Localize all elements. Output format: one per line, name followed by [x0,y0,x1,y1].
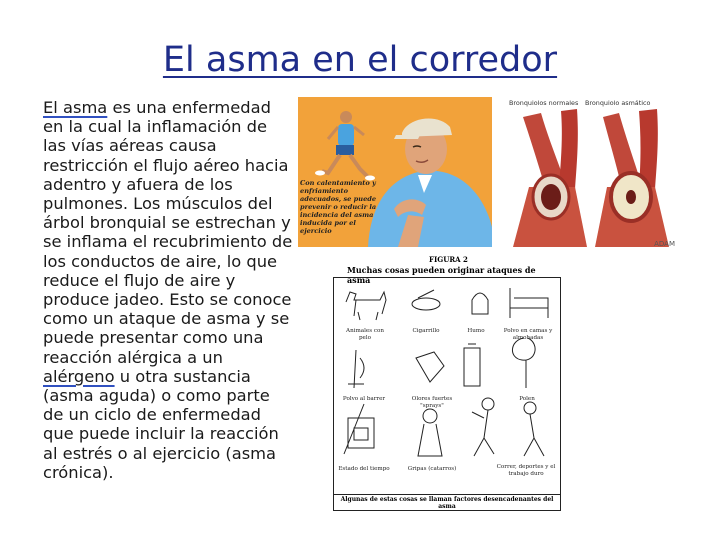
figure-heading: Muchas cosas pueden originar ataques de asma [347,265,536,285]
body-paragraph [43,98,295,482]
triggers-illustration [334,278,560,494]
runner-caption: Con calentamiento y enfriamiento adecuados, se puede prevenir o reducir la incidencia del asma inducida por el ejercicio [300,179,377,235]
bronchi-illustration [503,97,677,249]
figure-label: FIGURA 2 [429,255,468,264]
figure-footer: Algunas de estas cosas se llaman factores desencadenantes del asma [334,494,560,510]
normal-bronchi [513,109,587,247]
label-normal-bronchioles: Bronquiolos normales [509,99,579,107]
runner-image [298,97,492,247]
big-man [368,118,492,247]
caption-sweeping: Polvo al barrer [342,396,386,402]
figure-2 [333,255,561,511]
label-asthmatic-bronchiole: Bronquiolo asmático [585,99,651,107]
caption-smoke: Humo [467,328,485,334]
caption-animals: Animales con pelo [346,328,384,341]
paragraph-text-2: u otra sustancia (asma aguda) o como parte de un ciclo de enfermedad que puede incluir la reacción al estrés o al ejercicio (asma crónica). [43,366,279,482]
asthma-link[interactable]: El asma [43,98,108,117]
caption-pollen: Polen [519,396,535,402]
asthmatic-bronchi [595,109,669,247]
adam-credit: ADAM [654,240,675,248]
caption-bed-dust: Polvo en camas y almohadas [503,328,553,341]
caption-exercise: Correr, deportes y el trabajo duro [496,464,556,477]
slide-title: El asma en el corredor [162,40,558,80]
caption-cigarette: Cigarrillo [412,328,440,334]
caption-flu: Gripas (catarros) [407,466,457,472]
caption-sprays: Olores fuertes "sprays" [411,396,453,409]
figure-frame [333,277,561,511]
small-runner [315,111,375,181]
caption-weather: Estado del tiempo [338,466,390,472]
bronchi-image [503,97,677,249]
paragraph-text-1: es una enfermedad en la cual la inflamación de las vías aéreas causa restricción el flujo aéreo hacia adentro y afuera de los pulmones. Los músculos del árbol bronquial se estrechan y se inflama el recubrimiento de los conductos de aire, lo que reduce el flujo de aire y produce jadeo. Esto se conoce como un ataque de asma y se puede presentar como una reacción alérgica a un [43,98,293,367]
allergen-link[interactable]: alérgeno [43,366,115,386]
